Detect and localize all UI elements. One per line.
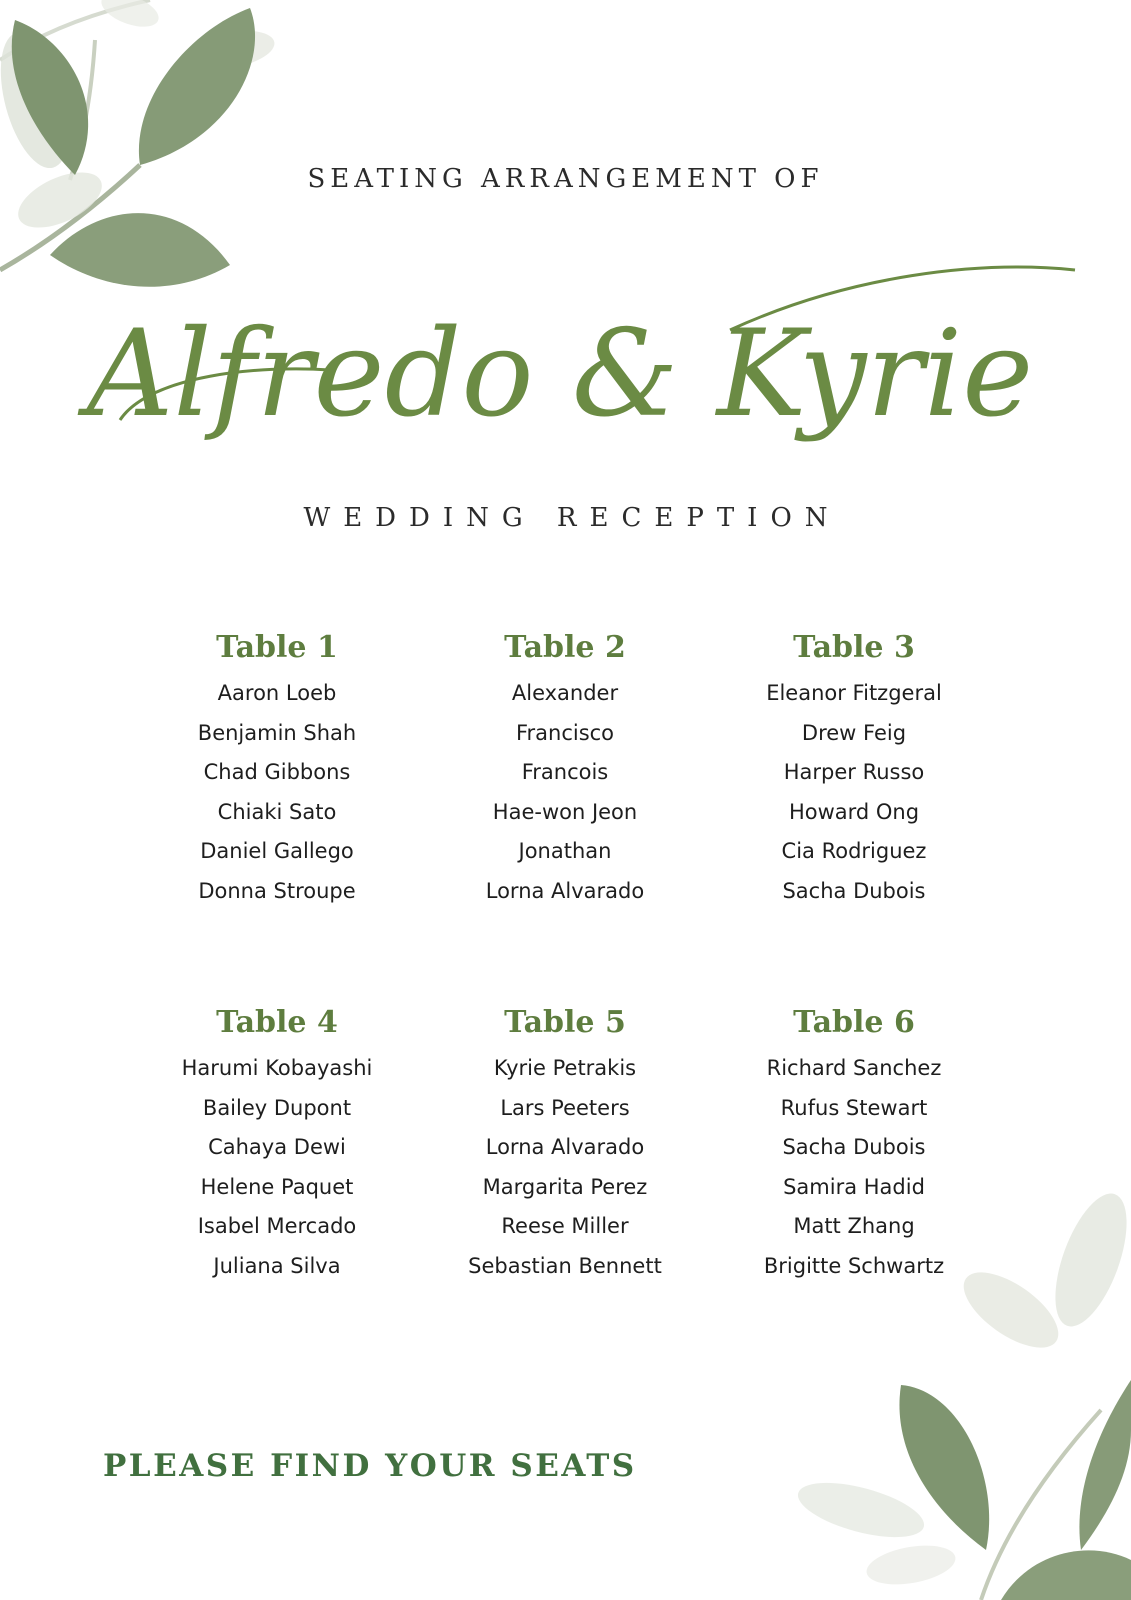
guest-name: Samira Hadid (783, 1174, 925, 1199)
guest-name: Helene Paquet (200, 1174, 354, 1199)
guest-name: Howard Ong (788, 799, 920, 824)
guest-name: Kyrie Petrakis (493, 1056, 637, 1080)
guest-name: Francois (521, 760, 609, 785)
guest-name: Lorna Alvarado (485, 878, 645, 903)
table-title: Table 5 (504, 1005, 626, 1040)
guest-name: Alexander (511, 681, 619, 705)
guest-name: Isabel Mercado (197, 1214, 357, 1239)
guest-name: Bailey Dupont (202, 1095, 352, 1120)
guest-name: Margarita Perez (482, 1174, 648, 1199)
guest-name: Sebastian Bennett (468, 1253, 662, 1278)
table-title: Table 4 (216, 1005, 338, 1040)
couple-names: Alfredo & Kyrie (86, 305, 1034, 444)
guest-name: Sacha Dubois (782, 1135, 926, 1160)
guest-name: Reese Miller (501, 1214, 629, 1239)
guest-name: Lorna Alvarado (485, 1135, 645, 1160)
guest-name: Aaron Loeb (217, 681, 337, 705)
table-3-group (704, 622, 1004, 912)
table-title: Table 1 (216, 630, 338, 665)
guest-name: Juliana Silva (213, 1253, 341, 1278)
guest-name: Lars Peeters (500, 1095, 630, 1120)
guest-name: Sacha Dubois (782, 878, 926, 903)
guest-name: Francisco (515, 720, 615, 745)
guest-name: Cia Rodriguez (781, 839, 927, 864)
guest-name: Eleanor Fitzgeral (766, 681, 942, 705)
table-title: Table 6 (793, 1005, 915, 1040)
guest-name: Chiaki Sato (217, 799, 337, 824)
find-seats-call-to-action: PLEASE FIND YOUR SEATS (103, 1448, 637, 1484)
guest-name: Cahaya Dewi (208, 1135, 346, 1160)
guest-name: Richard Sanchez (766, 1056, 942, 1080)
table-title: Table 2 (504, 630, 626, 665)
guest-name: Drew Feig (801, 720, 907, 745)
guest-name: Daniel Gallego (200, 839, 354, 864)
guest-name: Rufus Stewart (780, 1095, 928, 1120)
table-2-group (415, 622, 715, 912)
guest-name: Matt Zhang (793, 1214, 915, 1239)
guest-name: Hae-won Jeon (492, 799, 638, 824)
guest-name: Jonathan (518, 839, 612, 864)
guest-name: Brigitte Schwartz (763, 1253, 945, 1278)
seating-arrangement-heading: SEATING ARRANGEMENT OF (307, 164, 824, 194)
table-1-group (127, 622, 427, 912)
table-4-group (127, 997, 427, 1287)
couple-names-script (0, 225, 1131, 505)
guest-name: Donna Stroupe (198, 878, 356, 903)
table-6-group (704, 997, 1004, 1287)
wedding-reception-heading: WEDDING RECEPTION (303, 503, 841, 533)
guest-name: Chad Gibbons (203, 760, 351, 785)
guest-name: Benjamin Shah (197, 720, 357, 745)
table-5-group (415, 997, 715, 1287)
guest-name: Harper Russo (783, 760, 925, 785)
table-title: Table 3 (793, 630, 915, 665)
guest-name: Harumi Kobayashi (181, 1056, 373, 1080)
